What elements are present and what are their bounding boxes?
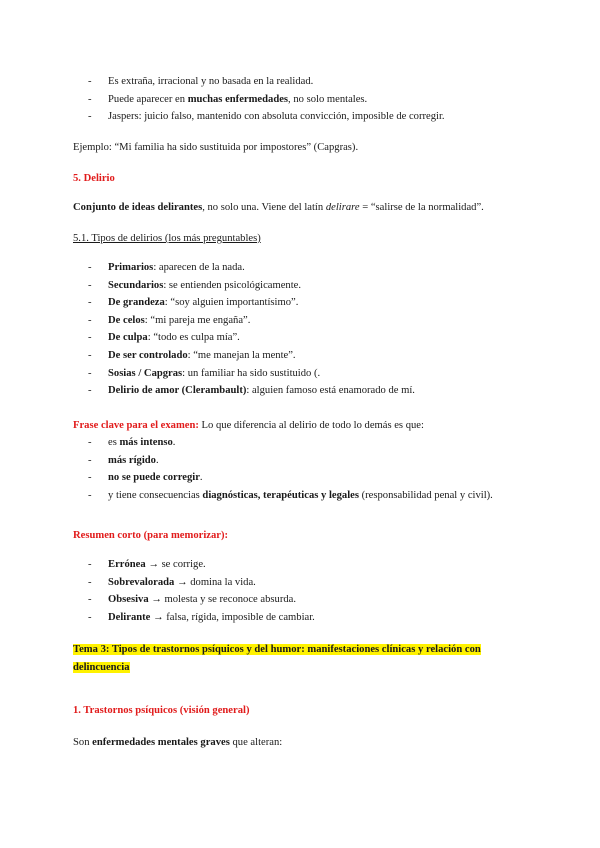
list-item: - Sobrevalorada → domina la vida.: [73, 574, 540, 592]
list-item: - De ser controlado: “me manejan la mente”.: [73, 347, 540, 365]
list-item: - Delirante → falsa, rígida, imposible de cambiar.: [73, 609, 540, 627]
list-item: - De culpa: “todo es culpa mía”.: [73, 329, 540, 347]
list-item: - más rígido.: [73, 452, 540, 470]
list-item: - Jaspers: juicio falso, mantenido con absoluta convicción, imposible de corregir.: [73, 108, 540, 126]
delirium-types-list: [73, 259, 540, 400]
list-item: - Primarios: aparecen de la nada.: [73, 259, 540, 277]
tema3-heading: Tema 3: Tipos de trastornos psíquicos y del humor: manifestaciones clínicas y relación con delincuencia: [73, 644, 481, 673]
example-text: Ejemplo: “Mi familia ha sido sustituida por impostores” (Capgras).: [73, 142, 359, 153]
list-item: - De grandeza: “soy alguien importantísimo”.: [73, 294, 540, 312]
list-item: - es más intenso.: [73, 434, 540, 452]
list-item: - Secundarios: se entienden psicológicamente.: [73, 277, 540, 295]
subsection-title: 5.1. Tipos de delirios (los más preguntables): [73, 233, 261, 244]
list-item: - no se puede corregir.: [73, 469, 540, 487]
section-heading-trastornos: 1. Trastornos psíquicos (visión general): [73, 705, 250, 716]
list-item: - Puede aparecer en muchas enfermedades, no solo mentales.: [73, 91, 540, 109]
list-item: - Delirio de amor (Clerambault): alguien famoso está enamorado de mí.: [73, 382, 540, 400]
list-item: - Errónea → se corrige.: [73, 556, 540, 574]
summary-list: [73, 556, 540, 626]
list-item: - Es extraña, irracional y no basada en la realidad.: [73, 73, 540, 91]
key-phrase: Frase clave para el examen: Lo que diferencia al delirio de todo lo demás es que:: [73, 420, 424, 431]
list-item: - Obsesiva → molesta y se reconoce absurda.: [73, 591, 540, 609]
section-heading-delirio: 5. Delirio: [73, 173, 115, 184]
key-items-list: [73, 434, 540, 504]
list-item: - y tiene consecuencias diagnósticas, terapéuticas y legales (responsabilidad penal y civil).: [73, 487, 540, 505]
summary-heading: Resumen corto (para memorizar):: [73, 530, 229, 541]
list-item: - De celos: “mi pareja me engaña”.: [73, 312, 540, 330]
closing-text: Son enfermedades mentales graves que alteran:: [73, 737, 283, 748]
delirio-definition: Conjunto de ideas delirantes, no solo una. Viene del latín delirare = “salirse de la normalidad”.: [73, 202, 484, 213]
list-item: - Sosias / Capgras: un familiar ha sido sustituido (.: [73, 365, 540, 383]
intro-list: [73, 73, 540, 126]
